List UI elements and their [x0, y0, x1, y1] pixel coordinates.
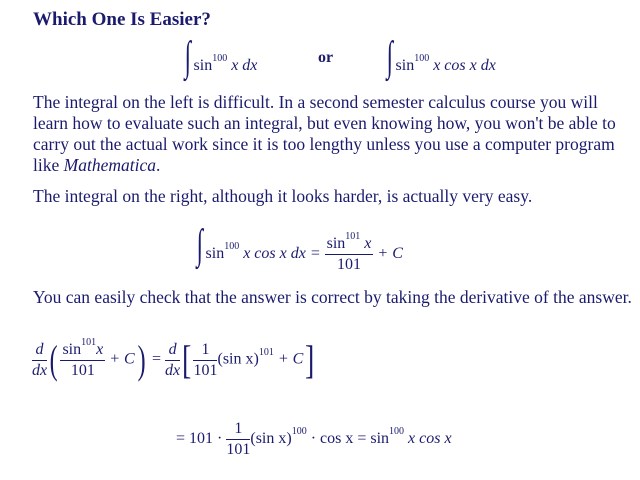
exp-101: 101	[258, 346, 274, 358]
denominator: 101	[337, 255, 362, 273]
sinx-paren: (sin x)	[250, 430, 292, 448]
left-integral-expression	[182, 36, 257, 78]
sin-label: sin	[205, 245, 225, 262]
d-num: d	[32, 341, 47, 361]
coefficient-fraction	[193, 341, 217, 380]
middle-term: · cos x = sin	[310, 430, 390, 448]
integrand-rest: x dx	[231, 57, 258, 74]
result-equation	[194, 224, 403, 274]
exponent: 100	[224, 241, 240, 252]
final-equation	[176, 420, 452, 459]
right-paren: )	[137, 337, 146, 382]
right-integral-expression	[384, 36, 496, 78]
sin-label: sin	[395, 57, 415, 74]
paragraph-easy: The integral on the right, although it looks harder, is actually very easy.	[33, 186, 533, 206]
plus-constant: + C	[377, 245, 403, 262]
num-sin: sin	[62, 340, 82, 358]
num-x: x	[364, 234, 372, 252]
paragraph-end: .	[155, 155, 161, 175]
integral-sign: ∫	[196, 222, 203, 268]
or-connector: or	[318, 49, 334, 66]
sin-label: sin	[193, 57, 213, 74]
num-x: x	[96, 340, 104, 358]
denominator: 101	[70, 361, 95, 379]
dx-den: dx	[32, 361, 48, 379]
sinx-paren: (sin x)	[217, 350, 259, 368]
integrand-rest: x cos x dx	[433, 57, 496, 74]
page-title: Which One Is Easier?	[33, 9, 211, 30]
mathematica-emphasis: Mathematica	[63, 155, 156, 175]
right-bracket: ]	[305, 337, 315, 382]
exponent: 100	[414, 53, 430, 64]
lhs-rest: x cos x dx =	[243, 245, 321, 262]
equals-sign: =	[152, 350, 162, 368]
d-dx-operator-2	[165, 341, 180, 380]
num-sin: sin	[326, 234, 346, 252]
integral-sign: ∫	[386, 34, 393, 80]
plus-constant-2: + C	[277, 350, 304, 368]
left-paren: (	[49, 337, 58, 382]
exp-100-b: 100	[389, 426, 405, 438]
d-num: d	[165, 341, 180, 361]
exponent: 100	[212, 53, 228, 64]
one-num: 1	[226, 420, 250, 440]
integral-sign: ∫	[184, 34, 191, 80]
num-exp: 101	[345, 230, 361, 242]
tail-term: x cos x	[408, 430, 452, 448]
one-num: 1	[193, 341, 217, 361]
dx-den: dx	[165, 361, 181, 379]
left-bracket: [	[182, 337, 192, 382]
denominator: 101	[193, 361, 218, 379]
paragraph-check: You can easily check that the answer is correct by taking the derivative of the answer.	[33, 287, 632, 307]
derivative-equation	[32, 336, 317, 382]
num-exp: 101	[81, 336, 97, 348]
paragraph-text: The integral on the left is difficult. In a second semester calculus course you will learn how to evaluate such an integral, but even knowing how, you won't be able to carry out the actual work since it is too lengthy unless you use a computer program like	[33, 92, 616, 175]
d-dx-operator	[32, 341, 47, 380]
denominator: 101	[226, 441, 251, 458]
plus-constant: + C	[109, 350, 135, 368]
antiderivative-fraction	[60, 336, 105, 380]
exp-100: 100	[291, 426, 307, 438]
coefficient-fraction	[226, 420, 250, 459]
paragraph-difficulty	[33, 92, 633, 176]
result-fraction	[325, 230, 374, 274]
lead-term: = 101 ·	[176, 430, 223, 448]
